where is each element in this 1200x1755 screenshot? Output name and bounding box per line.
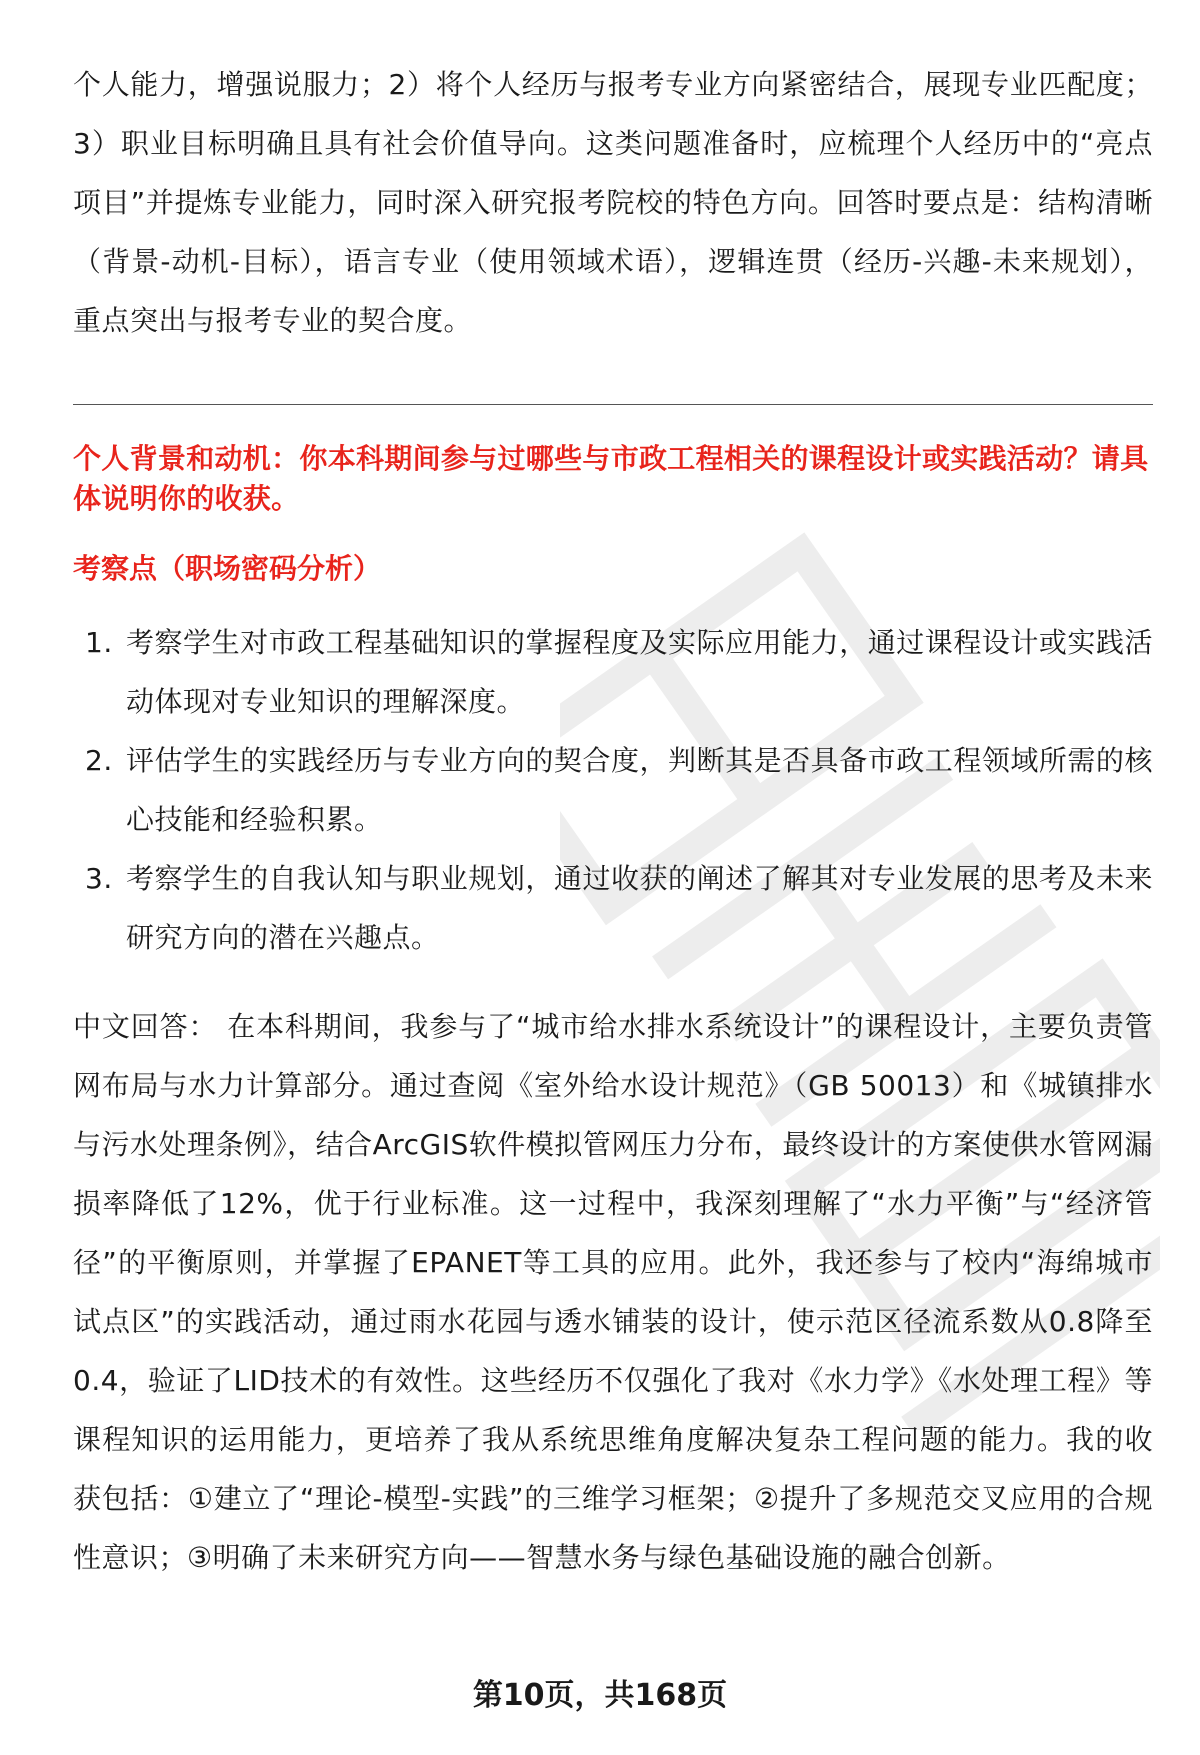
exam-points-heading: 考察点（职场密码分析） — [73, 552, 382, 585]
list-item — [73, 849, 1153, 967]
list-item — [73, 731, 1153, 849]
intro-paragraph: 个人能力，增强说服力；2）将个人经历与报考专业方向紧密结合，展现专业匹配度；3）职业目标明确且具有社会价值导向。这类问题准备时，应梳理个人经历中的“亮点项目”并提炼专业能力，同时深入研究报考院校的特色方向。回答时要点是：结构清晰（背景-动机-目标），语言专业（使用领域术语），逻辑连贯（经历-兴趣-未来规划），重点突出与报考专业的契合度。 — [73, 68, 1153, 337]
list-item-text: 考察学生的自我认知与职业规划，通过收获的阐述了解其对专业发展的思考及未来研究方向的潜在兴趣点。 — [126, 862, 1153, 954]
list-item-text: 考察学生对市政工程基础知识的掌握程度及实际应用能力，通过课程设计或实践活动体现对专业知识的理解深度。 — [126, 626, 1153, 718]
list-item-number: 1. — [85, 626, 113, 659]
section-divider — [73, 404, 1153, 405]
list-item-number: 3. — [85, 862, 113, 895]
list-item-number: 2. — [85, 744, 113, 777]
exam-points-list — [73, 613, 1153, 967]
list-item-text: 评估学生的实践经历与专业方向的契合度，判断其是否具备市政工程领域所需的核心技能和经验积累。 — [126, 744, 1153, 836]
answer-paragraph: 中文回答： 在本科期间，我参与了“城市给水排水系统设计”的课程设计，主要负责管网布局与水力计算部分。通过查阅《室外给水设计规范》（GB 50013）和《城镇排水与污水处理条例》，结合ArcGIS软件模拟管网压力分布，最终设计的方案使供水管网漏损率降低了12%，优于行业标准。这一过程中，我深刻理解了“水力平衡”与“经济管径”的平衡原则，并掌握了EPANET等工具的应用。此外，我还参与了校内“海绵城市试点区”的实践活动，通过雨水花园与透水铺装的设计，使示范区径流系数从0.8降至0.4，验证了LID技术的有效性。这些经历不仅强化了我对《水力学》《水处理工程》等课程知识的运用能力，更培养了我从系统思维角度解决复杂工程问题的能力。我的收获包括：①建立了“理论-模型-实践”的三维学习框架；②提升了多规范交叉应用的合规性意识；③明确了未来研究方向——智慧水务与绿色基础设施的融合创新。 — [73, 1010, 1153, 1574]
document-page — [73, 55, 1153, 1587]
page-footer: 第10页，共168页 — [472, 1678, 728, 1713]
list-item — [73, 613, 1153, 731]
question-heading: 个人背景和动机：你本科期间参与过哪些与市政工程相关的课程设计或实践活动？请具体说明你的收获。 — [73, 442, 1149, 515]
